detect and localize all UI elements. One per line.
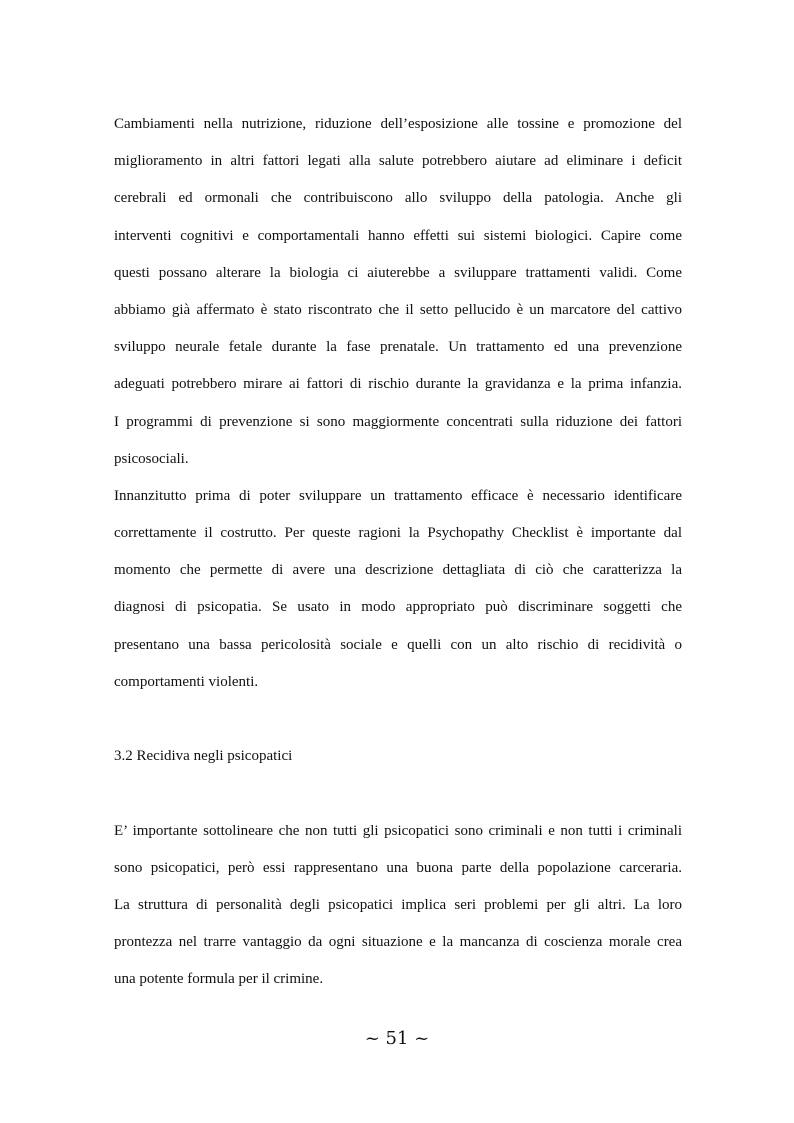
page-number: ~ 51 ~ (364, 1028, 430, 1049)
document-page (114, 106, 682, 999)
spacer (114, 701, 682, 738)
text-line: momento che permette di avere una descrizione dettagliata di ciò che caratterizza la (114, 562, 682, 579)
spacer (114, 775, 682, 812)
text-line: prontezza nel trarre vantaggio da ogni situazione e la mancanza di coscienza morale crea (114, 934, 682, 951)
text-line: La struttura di personalità degli psicopatici implica seri problemi per gli altri. La loro (114, 896, 682, 913)
paragraph-prevention-programs (114, 404, 682, 478)
paragraph-nutrition (114, 106, 682, 404)
text-line: sviluppo neurale fetale durante la fase prenatale. Un trattamento ed una prevenzione (114, 339, 682, 356)
text-line: diagnosi di psicopatia. Se usato in modo appropriato può discriminare soggetti che (114, 599, 682, 616)
text-line: miglioramento in altri fattori legati alla salute potrebbero aiutare ad eliminare i deficit (114, 153, 682, 170)
text-line: presentano una bassa pericolosità sociale e quelli con un alto rischio di recidività o (114, 636, 682, 653)
text-line: Cambiamenti nella nutrizione, riduzione dell’esposizione alle tossine e promozione del (114, 116, 682, 132)
text-line: correttamente il costrutto. Per queste ragioni la Psychopathy Checklist è importante dal (114, 525, 682, 542)
paragraph-recidivism (114, 813, 682, 999)
text-line: E’ importante sottolineare che non tutti gli psicopatici sono criminali e non tutti i criminali (114, 822, 682, 839)
section-heading: 3.2 Recidiva negli psicopatici (114, 748, 293, 765)
text-line: questi possano alterare la biologia ci aiuterebbe a sviluppare trattamenti validi. Come (114, 264, 682, 281)
text-line: Innanzitutto prima di poter sviluppare un trattamento efficace è necessario identificare (114, 487, 682, 504)
text-line: adeguati potrebbero mirare ai fattori di rischio durante la gravidanza e la prima infanzia. (114, 376, 682, 393)
text-line: psicosociali. (114, 450, 189, 467)
text-line: cerebrali ed ormonali che contribuiscono allo sviluppo della patologia. Anche gli (114, 190, 682, 207)
paragraph-treatment (114, 478, 682, 701)
text-line: I programmi di prevenzione si sono maggiormente concentrati sulla riduzione dei fattori (114, 413, 682, 430)
text-line: interventi cognitivi e comportamentali hanno effetti sui sistemi biologici. Capire come (114, 227, 682, 244)
text-line: abbiamo già affermato è stato riscontrato che il setto pellucido è un marcatore del cattivo (114, 301, 682, 318)
text-line: sono psicopatici, però essi rappresentano una buona parte della popolazione carceraria. (114, 859, 682, 876)
text-line: comportamenti violenti. (114, 673, 259, 690)
text-line: una potente formula per il crimine. (114, 971, 324, 988)
